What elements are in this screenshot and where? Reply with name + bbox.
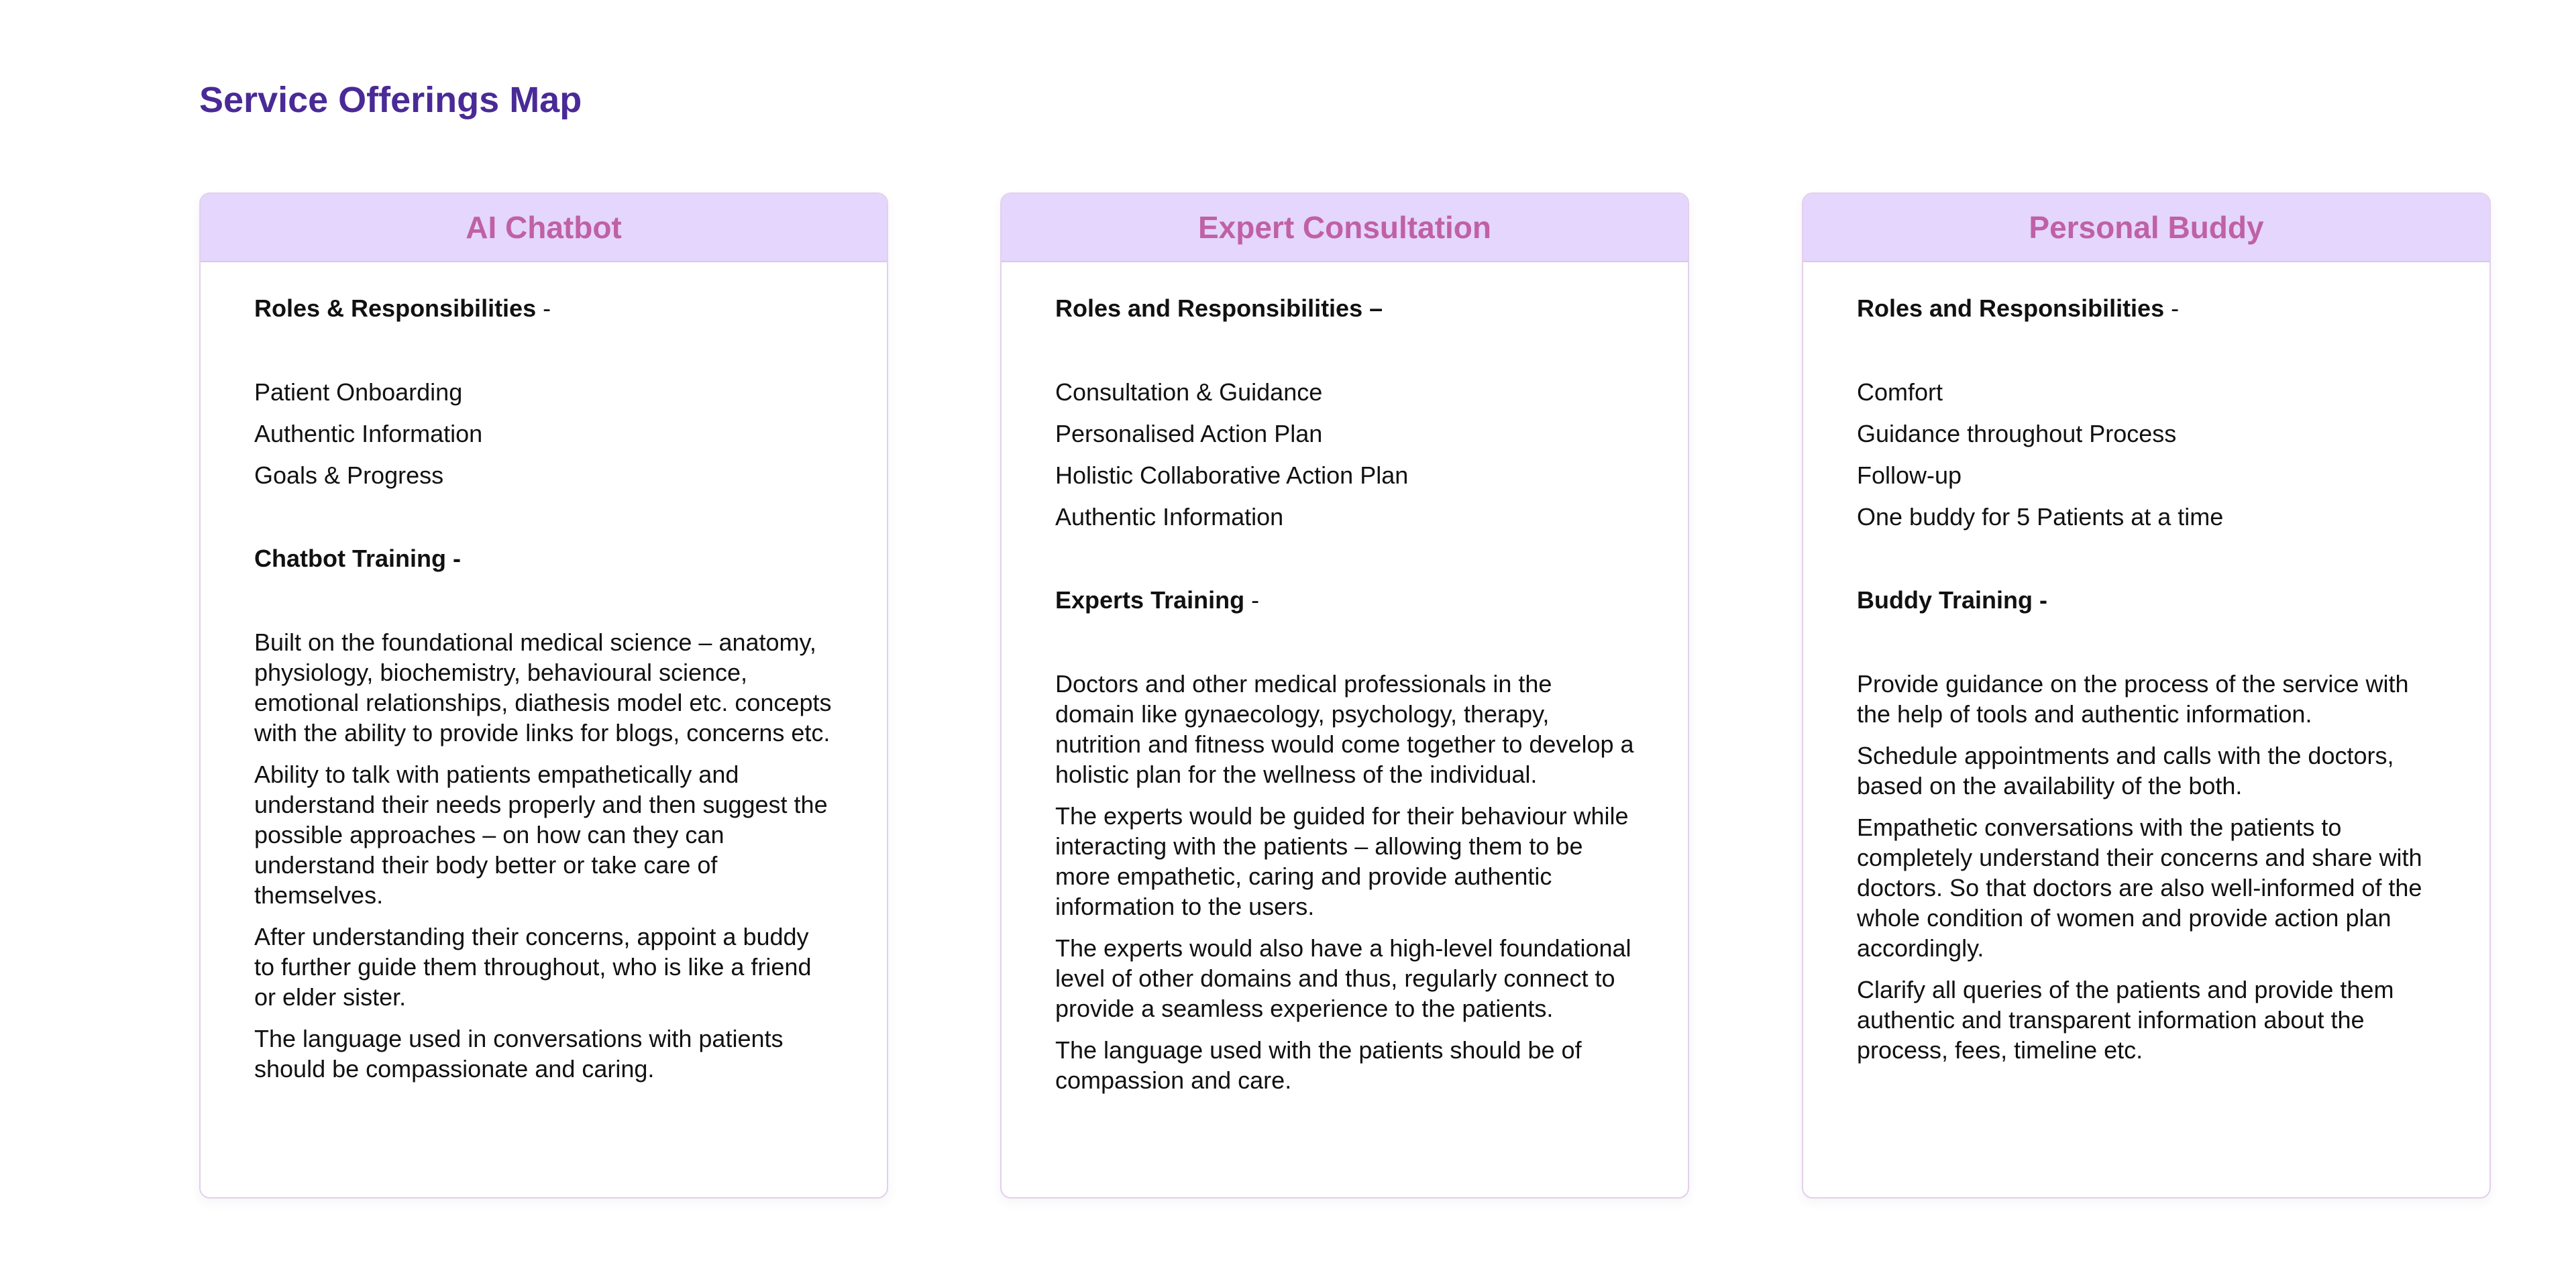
- card-header: Personal Buddy: [1803, 194, 2489, 262]
- training-paragraph: The experts would be guided for their behaviour while interacting with the patients – allowing them to be more empathetic, caring and provide authentic information to the users.: [1055, 802, 1629, 920]
- card-expert-consultation: [1000, 192, 1689, 1199]
- training-paragraph: The language used with the patients should be of compassion and care.: [1055, 1036, 1582, 1094]
- training-paragraph: Provide guidance on the process of the service with the help of tools and authentic information.: [1857, 670, 2409, 728]
- role-item: Authentic Information: [254, 420, 483, 447]
- card-body: [201, 262, 887, 1084]
- card-header: AI Chatbot: [201, 194, 887, 262]
- training-paragraph: The language used in conversations with patients should be compassionate and caring.: [254, 1025, 784, 1083]
- role-item: Follow-up: [1857, 461, 1962, 489]
- role-item: Patient Onboarding: [254, 378, 463, 406]
- role-item: Personalised Action Plan: [1055, 420, 1323, 447]
- training-paragraph: After understanding their concerns, appoint a buddy to further guide them throughout, who is like a friend or elder sister.: [254, 923, 812, 1011]
- role-item: Goals & Progress: [254, 461, 444, 489]
- card-ai-chatbot: [199, 192, 888, 1199]
- training-paragraph: Clarify all queries of the patients and provide them authentic and transparent information about the process, fees, timeline etc.: [1857, 976, 2394, 1064]
- training-paragraph: Schedule appointments and calls with the doctors, based on the availability of the both.: [1857, 742, 2394, 799]
- training-paragraph: Empathetic conversations with the patients to completely understand their concerns and share with doctors. So that doctors are also well-informed of the whole condition of women and provide action plan accordingly.: [1857, 814, 2422, 962]
- roles-heading: Roles and Responsibilities -: [1857, 294, 2180, 322]
- training-paragraph: Doctors and other medical professionals in the domain like gynaecology, psychology, therapy, nutrition and fitness would come together to develop a holistic plan for the wellness of the individual.: [1055, 670, 1634, 788]
- roles-heading: Roles & Responsibilities -: [254, 294, 551, 322]
- role-item: Guidance throughout Process: [1857, 420, 2177, 447]
- training-paragraph: The experts would also have a high-level foundational level of other domains and thus, regularly connect to provide a seamless experience to the patients.: [1055, 934, 1631, 1022]
- role-item: One buddy for 5 Patients at a time: [1857, 503, 2224, 531]
- card-header: Expert Consultation: [1002, 194, 1688, 262]
- role-item: Holistic Collaborative Action Plan: [1055, 461, 1409, 489]
- training-paragraph: Ability to talk with patients empathetically and understand their needs properly and then suggest the possible approaches – on how can they can understand their body better or take care of themselves.: [254, 761, 828, 909]
- training-heading: Chatbot Training -: [254, 545, 461, 572]
- roles-heading: Roles and Responsibilities –: [1055, 294, 1383, 322]
- role-item: Comfort: [1857, 378, 1943, 406]
- role-item: Authentic Information: [1055, 503, 1284, 531]
- training-paragraph: Built on the foundational medical science – anatomy, physiology, biochemistry, behavioural science, emotional relationships, diathesis model etc. concepts with the ability to provide links for blogs, concerns etc.: [254, 628, 832, 747]
- page-title: Service Offerings Map: [199, 80, 582, 120]
- role-item: Consultation & Guidance: [1055, 378, 1323, 406]
- card-body: [1002, 262, 1688, 1095]
- training-heading: Buddy Training -: [1857, 586, 2047, 614]
- training-heading: Experts Training -: [1055, 586, 1260, 614]
- card-personal-buddy: [1802, 192, 2491, 1199]
- card-body: [1803, 262, 2489, 1065]
